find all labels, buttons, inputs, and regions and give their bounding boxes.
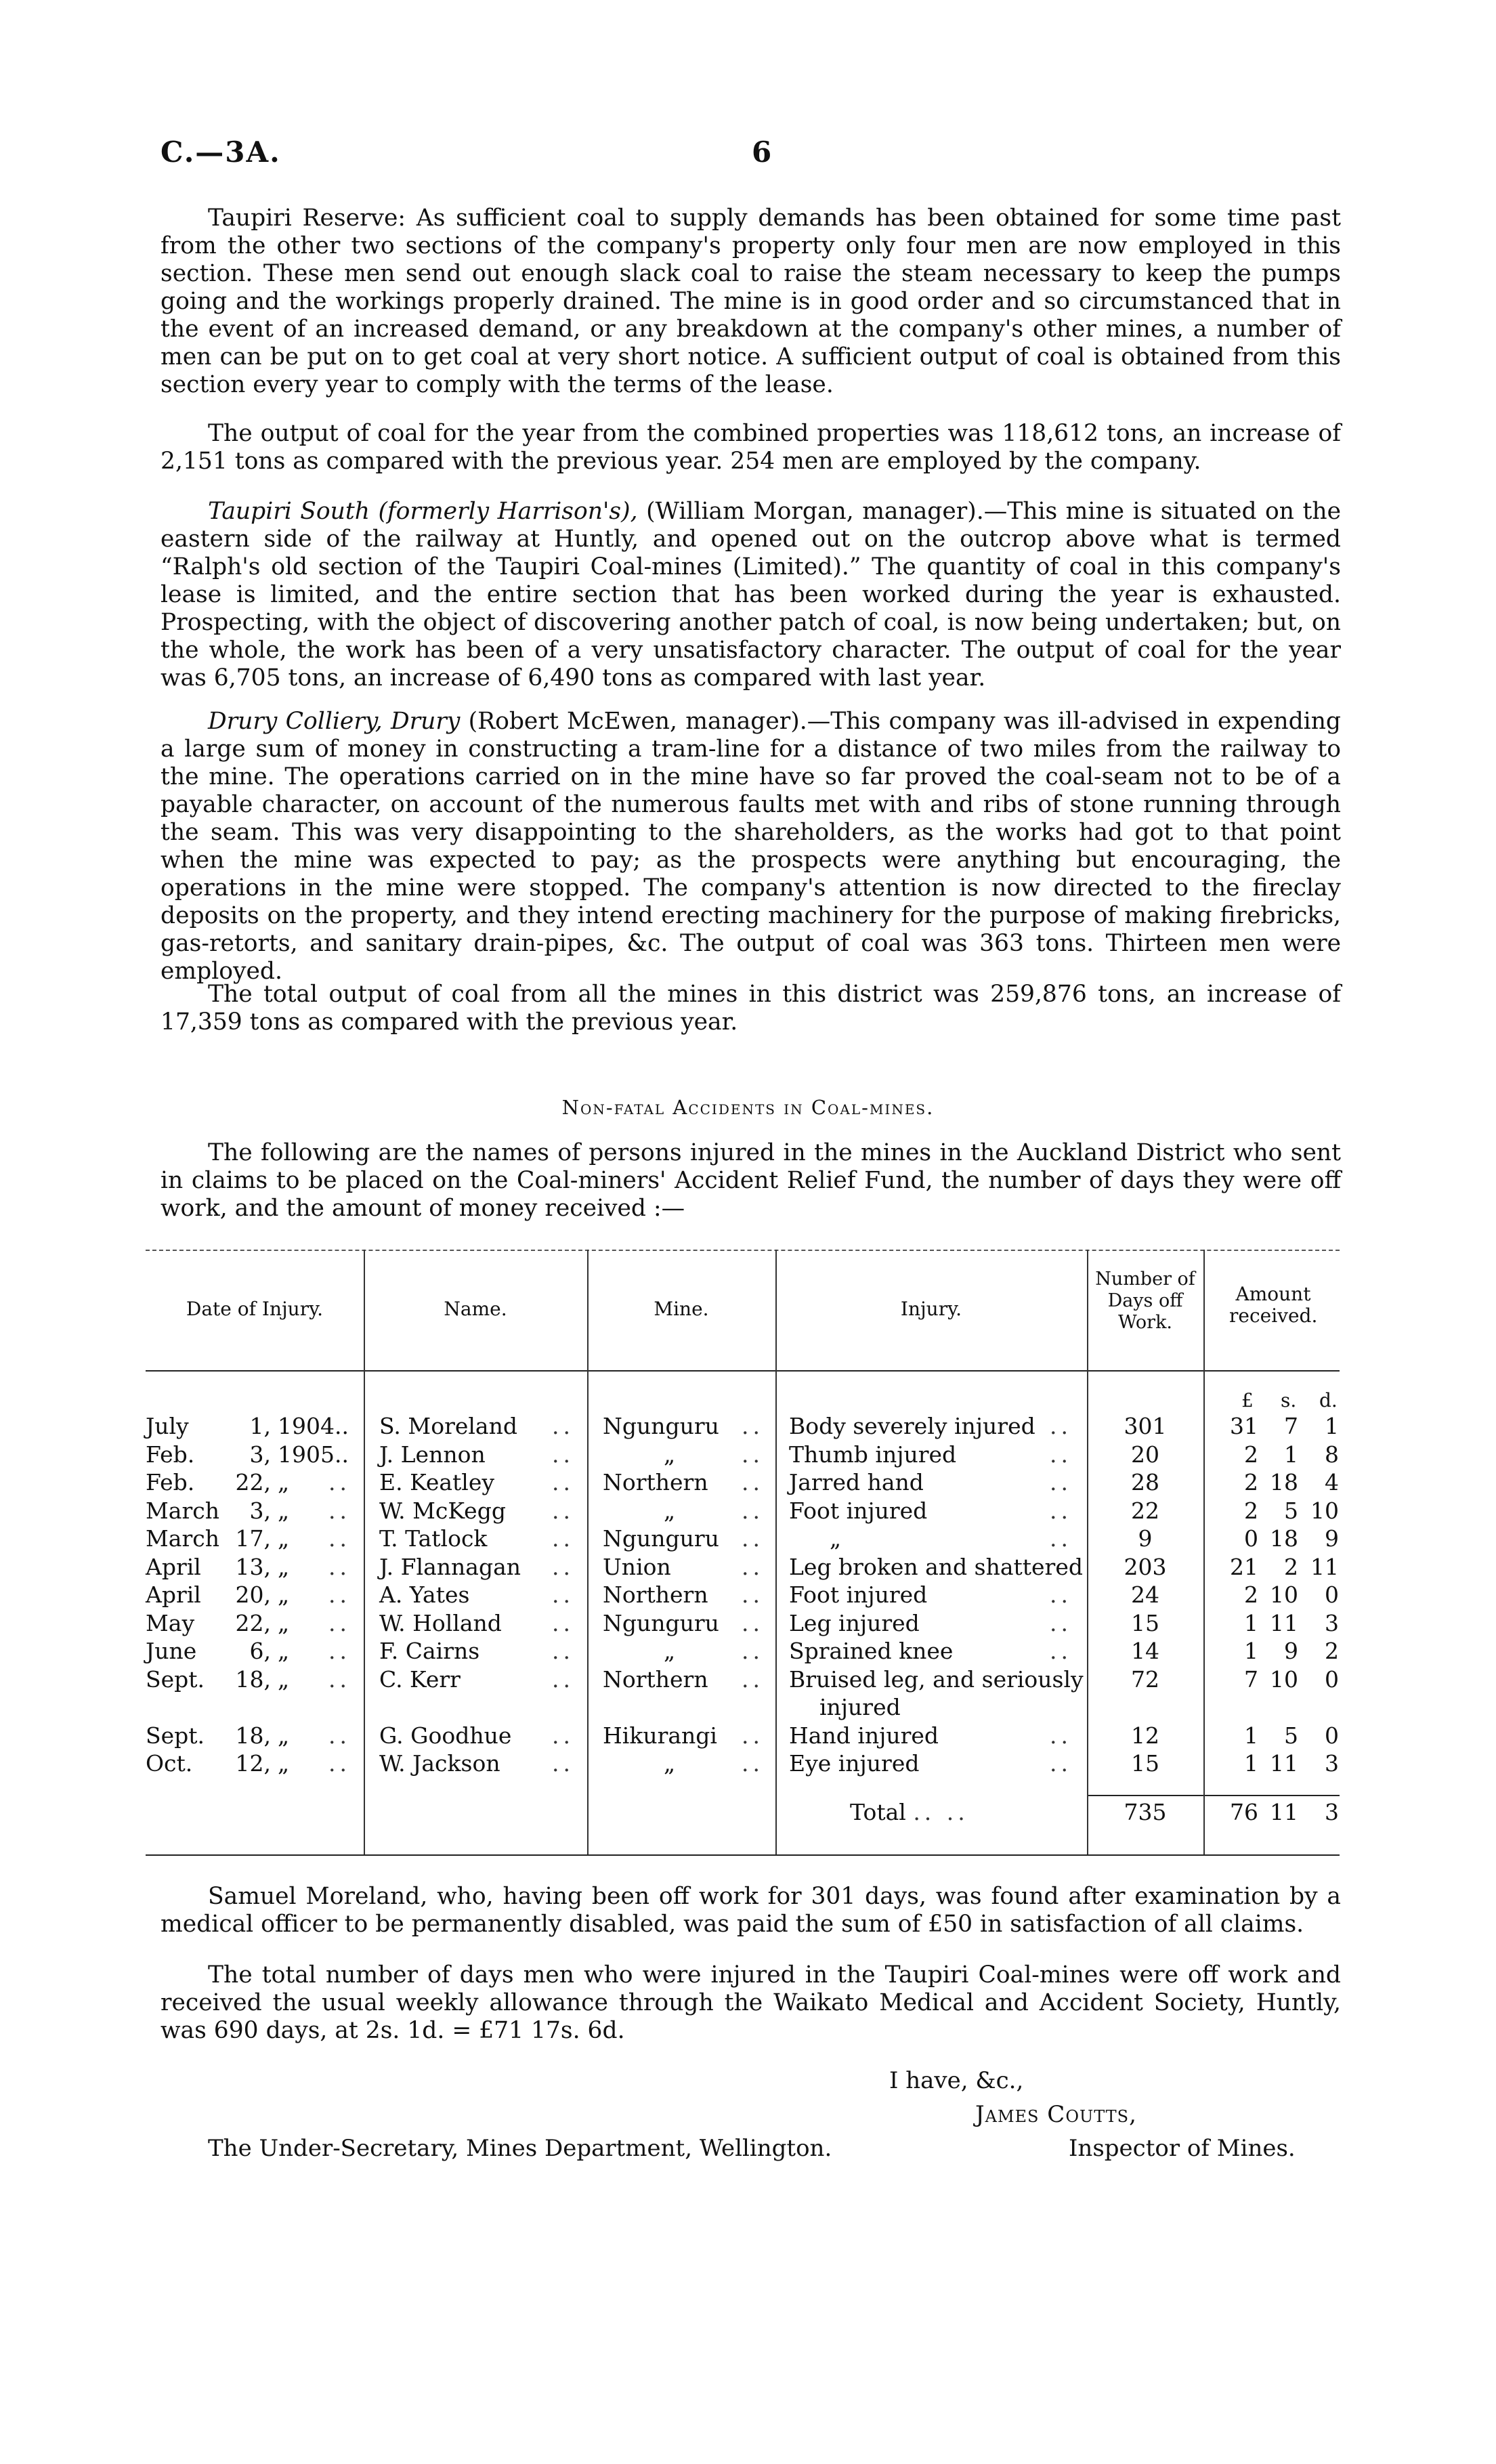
drury-colliery-heading: Drury Colliery, Drury [208, 708, 461, 735]
row-month: March [146, 1497, 219, 1524]
total-pounds: 76 [1230, 1799, 1258, 1825]
row-pounds: 31 [1230, 1413, 1258, 1439]
header-date: Date of Injury. [186, 1298, 324, 1320]
row-day: 3, [249, 1497, 271, 1524]
table-bottom-rule [146, 1854, 1340, 1856]
row-year: „ [278, 1609, 290, 1636]
row-shillings: 1 [1284, 1441, 1298, 1468]
row-year: „ [278, 1553, 290, 1580]
row-injury: Jarred hand [789, 1469, 924, 1495]
leader-dots: .. [552, 1553, 574, 1580]
row-days: 15 [1131, 1609, 1159, 1636]
leader-dots: .. [742, 1441, 764, 1468]
leader-dots: .. [552, 1665, 574, 1693]
row-name: G. Goodhue [379, 1722, 512, 1749]
row-day: 6, [249, 1638, 271, 1664]
row-year: 1905.. [278, 1441, 349, 1468]
row-shillings: 5 [1284, 1497, 1298, 1524]
row-name: S. Moreland [379, 1413, 517, 1439]
row-days: 22 [1131, 1497, 1159, 1524]
paragraph-taupiri-reserve: Taupiri Reserve: As sufficient coal to supply demands has been obtained for some time past from the other two sections of the company's property only four men are now employed in this section. These men send out enough slack coal to raise the steam necessary to keep the pumps going and the workings properly drained. The mine is in good order and so circumstanced that in the event of an increased demand, or any breakdown at the company's other mines, a number of men can be put on to get coal at very short notice. A sufficient output of coal is obtained from this section every year to comply with the terms of the lease. [161, 205, 1341, 398]
header-mine: Mine. [654, 1298, 709, 1320]
row-pounds: 1 [1244, 1750, 1258, 1777]
row-day: 22, [235, 1609, 271, 1636]
row-month: Sept. [146, 1722, 205, 1749]
row-injury: Leg injured [789, 1609, 920, 1636]
total-days: 735 [1124, 1799, 1167, 1825]
row-year: 1904.. [278, 1413, 349, 1439]
leader-dots: .. [328, 1525, 351, 1552]
leader-dots: .. [328, 1609, 351, 1636]
paragraph-taupiri-south: Taupiri South (formerly Harrison's), (William Morgan, manager).—This mine is situated on the eastern side of the railway at Huntly, and opened out on the outcrop above what is termed “Ralph's old section of the Taupiri Coal-mines (Limited).” The quantity of coal in this company's lease is limited, and the entire section that has been worked during the year is exhausted. Prospecting, with the object of discovering another patch of coal, is now being undertaken; but, on the whole, the work has been of a very unsatisfactory character. The output of coal for the year was 6,705 tons, an increase of 6,490 tons as compared with last year. [161, 498, 1342, 692]
leader-dots: .. [328, 1581, 351, 1608]
leader-dots: .. [742, 1497, 764, 1524]
row-name: E. Keatley [379, 1469, 495, 1495]
row-days: 24 [1131, 1581, 1159, 1608]
row-mine: Hikurangi [603, 1722, 717, 1749]
leader-dots: .. [328, 1722, 351, 1749]
leader-dots: .. [552, 1750, 574, 1777]
row-pounds: 0 [1244, 1525, 1258, 1552]
row-day: 17, [235, 1525, 271, 1552]
row-shillings: 10 [1270, 1581, 1298, 1608]
row-shillings: 9 [1284, 1638, 1298, 1664]
row-name: W. Holland [379, 1609, 502, 1636]
paragraph-moreland: Samuel Moreland, who, having been off work for 301 days, was found after examination by a medical officer to be permanently disabled, was paid the sum of £50 in satisfaction of all claims. [161, 1883, 1341, 1938]
row-month: June [146, 1638, 197, 1664]
row-days: 72 [1131, 1665, 1159, 1693]
leader-dots: .. [552, 1722, 574, 1749]
row-shillings: 10 [1270, 1665, 1298, 1693]
leader-dots: .. [1050, 1497, 1072, 1524]
row-year: „ [278, 1665, 290, 1693]
row-injury: „ [830, 1525, 842, 1552]
row-days: 301 [1124, 1413, 1167, 1439]
row-year: „ [278, 1750, 290, 1777]
header-injury: Injury. [900, 1298, 962, 1320]
row-name: W. McKegg [379, 1497, 506, 1524]
leader-dots: .. [742, 1525, 764, 1552]
row-year: „ [278, 1525, 290, 1552]
leader-dots: .. [742, 1581, 764, 1608]
row-day: 1, [249, 1413, 271, 1439]
row-days: 28 [1131, 1469, 1159, 1495]
row-pence: 0 [1325, 1665, 1339, 1693]
row-mine: „ [664, 1750, 676, 1777]
leader-dots: .. [552, 1609, 574, 1636]
table-header-rule [146, 1370, 1340, 1372]
row-name: T. Tatlock [379, 1525, 488, 1552]
row-pounds: 1 [1244, 1609, 1258, 1636]
row-pounds: 7 [1244, 1665, 1258, 1693]
row-name: W. Jackson [379, 1750, 500, 1777]
table-top-rule [146, 1250, 1340, 1251]
row-mine: Northern [603, 1469, 708, 1495]
row-injury: Leg broken and shattered [789, 1553, 1083, 1580]
row-day: 12, [235, 1750, 271, 1777]
row-mine: Ngunguru [603, 1609, 719, 1636]
row-days: 12 [1131, 1722, 1159, 1749]
leader-dots: .. [742, 1609, 764, 1636]
leader-dots: .. [328, 1497, 351, 1524]
row-pounds: 2 [1244, 1581, 1258, 1608]
table-intro: The following are the names of persons injured in the mines in the Auckland District who sent in claims to be placed on the Coal-miners' Accident Relief Fund, the number of days they were off work, and the amount of money received :— [161, 1139, 1341, 1222]
row-day: 3, [249, 1441, 271, 1468]
leader-dots: .. [1050, 1638, 1072, 1664]
addressee: The Under-Secretary, Mines Department, Wellington. [208, 2135, 832, 2162]
leader-dots: .. [552, 1441, 574, 1468]
row-injury: Bruised leg, and seriously [789, 1665, 1084, 1693]
row-day: 18, [235, 1665, 271, 1693]
paragraph-combined-output: The output of coal for the year from the combined properties was 118,612 tons, an increase of 2,151 tons as compared with the previous year. 254 men are employed by the company. [161, 420, 1341, 475]
row-pounds: 1 [1244, 1722, 1258, 1749]
row-injury: Sprained knee [789, 1638, 954, 1664]
row-mine: „ [664, 1497, 676, 1524]
row-mine: Ngunguru [603, 1413, 719, 1439]
leader-dots: .. [328, 1553, 351, 1580]
taupiri-south-heading: Taupiri South (formerly Harrison's), [208, 498, 638, 525]
document-reference: C.—3A. [161, 135, 281, 169]
row-day: 22, [235, 1469, 271, 1495]
row-pence: 3 [1325, 1609, 1339, 1636]
row-shillings: 18 [1270, 1469, 1298, 1495]
row-year: „ [278, 1581, 290, 1608]
row-year: „ [278, 1722, 290, 1749]
row-day: 18, [235, 1722, 271, 1749]
accidents-table: Date of Injury. Name. Mine. Injury. Number of Days off Work. Amount received. £ s. d. July 1, 1904.. S. Moreland .. Ngunguru .. Body severely injured .. 301 31 7 1 Feb. 3, 1905.. J. Lennon .. „ .. Thumb injured .. 20 2 1 8 Feb. 22, „ .. E. Keatley .. Northern .. Jarred hand .. 28 2 18 4 March 3, „ .. W. McKegg .. „ .. Foot injured .. 22 2 5 10 March 17, „ .. T. Tatlock .. Ngunguru .. „ .. 9 0 18 9 April 13, „ .. J. Flannagan .. Union .. Leg broken and shattered 203 21 2 11 April 20, „ .. A. Yates .. Northern .. Foot injured .. 24 2 10 0 May 22, „ .. W. Holland .. Ngunguru .. Leg injured .. 15 1 11 3 June 6, „ .. F. Cairns .. „ .. Sprained knee .. 14 1 9 2 Sept. 18, „ .. C. Kerr .. Northern .. Bruised leg, and seriously 72 7 10 0 injured Sept. 18, „ .. G. Goodhue .. Hikurangi .. Hand injured .. 12 1 5 0 Oct. 12, „ .. W. Jackson .. „ .. Eye injured .. 15 1 11 3 Total .. .. 735 76 11 3 [146, 1250, 1340, 1856]
row-days: 9 [1138, 1525, 1153, 1552]
row-month: May [146, 1609, 195, 1636]
leader-dots: .. [1050, 1441, 1072, 1468]
salutation: I have, &c., [889, 2067, 1024, 2094]
row-pence: 11 [1310, 1553, 1339, 1580]
row-injury: Thumb injured [789, 1441, 957, 1468]
leader-dots: .. [742, 1638, 764, 1664]
row-pounds: 1 [1244, 1638, 1258, 1664]
signatory: James Coutts, [975, 2101, 1137, 2128]
row-injury: Hand injured [789, 1722, 939, 1749]
total-label: Total .. .. [850, 1799, 969, 1825]
paragraph-drury-colliery: Drury Colliery, Drury (Robert McEwen, manager).—This company was ill-advised in expending a large sum of money in constructing a tram-line for a distance of two miles from the railway to the mine. The operations carried on in the mine have so far proved the coal-seam not to be of a payable character, on account of the numerous faults met with and ribs of stone running through the seam. This was very disappointing to the shareholders, as the works had got to that point when the mine was expected to pay; as the prospects were anything but encouraging, the operations in the mine were stopped. The company's attention is now directed to the fireclay deposits on the property, and they intend erecting machinery for the purpose of making firebricks, gas-retorts, and sanitary drain-pipes, &c. The output of coal was 363 tons. Thirteen men were employed. [161, 708, 1342, 985]
leader-dots: .. [1050, 1413, 1072, 1439]
row-shillings: 18 [1270, 1525, 1298, 1552]
row-pounds: 2 [1244, 1469, 1258, 1495]
leader-dots: .. [552, 1581, 574, 1608]
row-day: 13, [235, 1553, 271, 1580]
row-mine: Northern [603, 1665, 708, 1693]
leader-dots: .. [1050, 1581, 1072, 1608]
row-pence: 4 [1325, 1469, 1339, 1495]
row-pence: 10 [1310, 1497, 1339, 1524]
row-shillings: 5 [1284, 1722, 1298, 1749]
row-injury-continued: injured [819, 1694, 901, 1720]
leader-dots: .. [1050, 1525, 1072, 1552]
leader-dots: .. [328, 1638, 351, 1664]
leader-dots: .. [742, 1750, 764, 1777]
row-month: Feb. [146, 1469, 195, 1495]
section-title: Non-fatal Accidents in Coal-mines. [561, 1096, 935, 1119]
row-days: 14 [1131, 1638, 1159, 1664]
row-month: Sept. [146, 1665, 205, 1693]
row-pence: 2 [1325, 1638, 1339, 1664]
leader-dots: .. [742, 1665, 764, 1693]
row-pence: 3 [1325, 1750, 1339, 1777]
paragraph-taupiri-allowance: The total number of days men who were injured in the Taupiri Coal-mines were off work and received the usual weekly allowance through the Waikato Medical and Accident Society, Huntly, was 690 days, at 2s. 1d. = £71 17s. 6d. [161, 1961, 1341, 2044]
row-days: 15 [1131, 1750, 1159, 1777]
row-mine: Ngunguru [603, 1525, 719, 1552]
row-pence: 0 [1325, 1581, 1339, 1608]
row-shillings: 11 [1270, 1609, 1298, 1636]
leader-dots: .. [742, 1469, 764, 1495]
leader-dots: .. [742, 1413, 764, 1439]
row-pence: 9 [1325, 1525, 1339, 1552]
row-injury: Body severely injured [789, 1413, 1035, 1439]
row-pounds: 21 [1230, 1553, 1258, 1580]
row-month: July [146, 1413, 189, 1439]
row-month: April [146, 1581, 201, 1608]
row-mine: Union [603, 1553, 671, 1580]
leader-dots: .. [1050, 1722, 1072, 1749]
row-pounds: 2 [1244, 1497, 1258, 1524]
leader-dots: .. [1050, 1609, 1072, 1636]
row-shillings: 2 [1284, 1553, 1298, 1580]
row-shillings: 7 [1284, 1413, 1298, 1439]
leader-dots: .. [1050, 1469, 1072, 1495]
leader-dots: .. [328, 1665, 351, 1693]
leader-dots: .. [552, 1497, 574, 1524]
paragraph-district-output: The total output of coal from all the mines in this district was 259,876 tons, an increase of 17,359 tons as compared with the previous year. [161, 981, 1341, 1036]
header-amount: Amount received. [1229, 1283, 1318, 1327]
total-shillings: 11 [1270, 1799, 1298, 1825]
total-rule [1087, 1795, 1340, 1796]
header-name: Name. [444, 1298, 507, 1320]
leader-dots: .. [552, 1638, 574, 1664]
leader-dots: .. [328, 1469, 351, 1495]
row-month: March [146, 1525, 219, 1552]
row-pence: 1 [1325, 1413, 1339, 1439]
row-mine: „ [664, 1441, 676, 1468]
row-name: A. Yates [379, 1581, 470, 1608]
row-pence: 0 [1325, 1722, 1339, 1749]
row-shillings: 11 [1270, 1750, 1298, 1777]
leader-dots: .. [552, 1525, 574, 1552]
row-month: Feb. [146, 1441, 195, 1468]
row-injury: Foot injured [789, 1497, 928, 1524]
row-name: J. Lennon [379, 1441, 486, 1468]
row-year: „ [278, 1497, 290, 1524]
row-mine: Northern [603, 1581, 708, 1608]
row-mine: „ [664, 1638, 676, 1664]
row-day: 20, [235, 1581, 271, 1608]
total-pence: 3 [1325, 1799, 1339, 1825]
leader-dots: .. [742, 1722, 764, 1749]
row-name: C. Kerr [379, 1665, 461, 1693]
row-month: April [146, 1553, 201, 1580]
row-days: 20 [1131, 1441, 1159, 1468]
row-year: „ [278, 1469, 290, 1495]
leader-dots: .. [552, 1413, 574, 1439]
row-injury: Foot injured [789, 1581, 928, 1608]
leader-dots: .. [742, 1553, 764, 1580]
row-name: J. Flannagan [379, 1553, 521, 1580]
row-name: F. Cairns [379, 1638, 480, 1664]
row-pounds: 2 [1244, 1441, 1258, 1468]
leader-dots: .. [328, 1750, 351, 1777]
leader-dots: .. [1050, 1750, 1072, 1777]
header-days: Number of Days off Work. [1095, 1269, 1195, 1333]
signatory-title: Inspector of Mines. [1069, 2135, 1296, 2162]
page-number: 6 [752, 135, 772, 169]
row-days: 203 [1124, 1553, 1167, 1580]
row-month: Oct. [146, 1750, 193, 1777]
leader-dots: .. [552, 1469, 574, 1495]
row-injury: Eye injured [789, 1750, 920, 1777]
row-pence: 8 [1325, 1441, 1339, 1468]
row-year: „ [278, 1638, 290, 1664]
